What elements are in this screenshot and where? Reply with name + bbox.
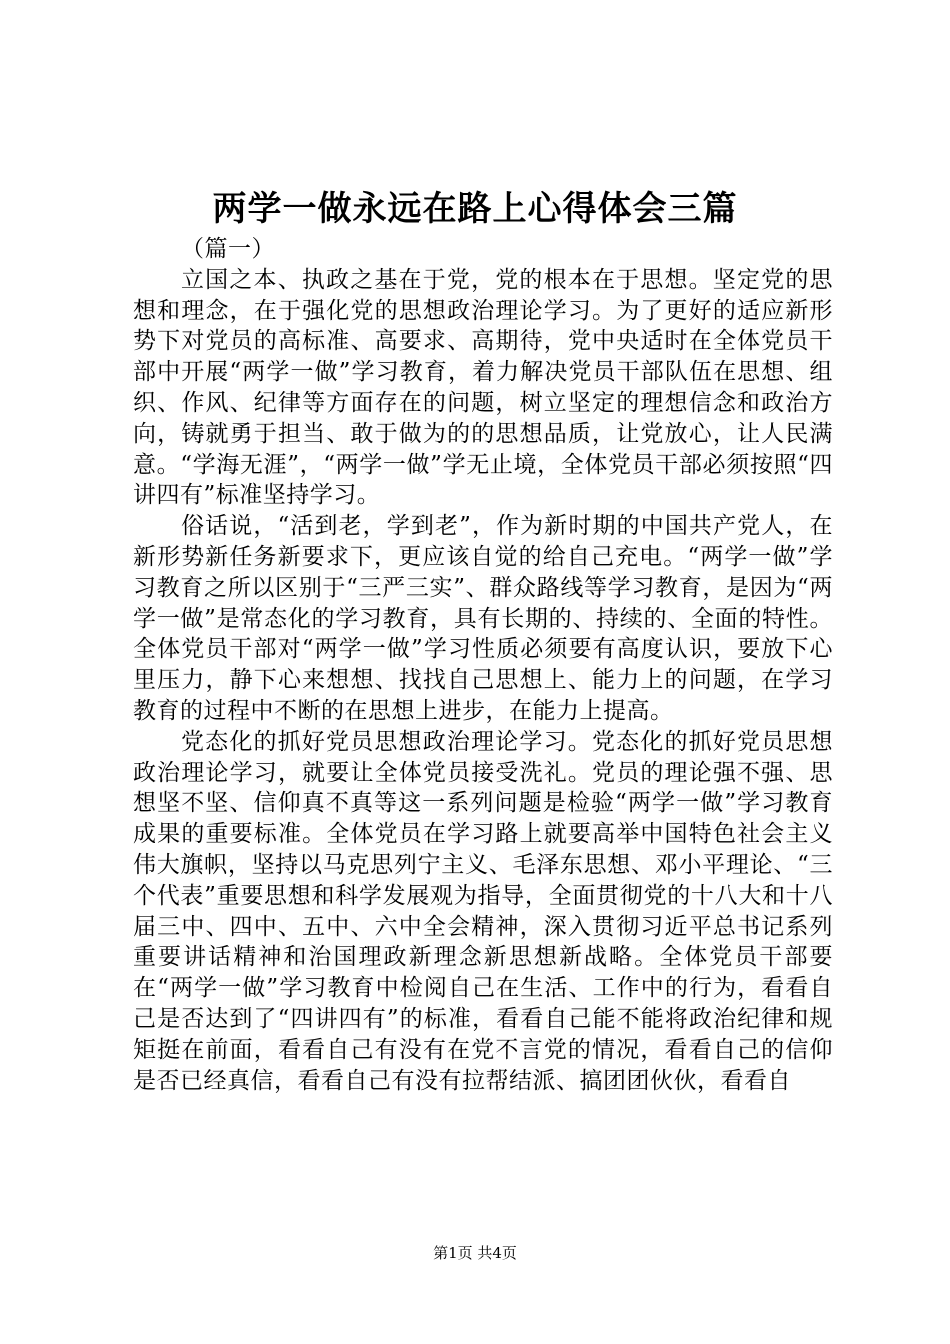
- document-title: 两学一做永远在路上心得体会三篇: [212, 189, 738, 229]
- section-label: （篇一）: [181, 236, 275, 262]
- paragraph-3: 党态化的抓好党员思想政治理论学习。党态化的抓好党员思想政治理论学习，就要让全体党员接受洗礼。党员的理论强不强、思想坚不坚、信仰真不真等这一系列问题是检验“两学一做”学习教育成果的重要标准。全体党员在学习路上就要高举中国特色社会主义伟大旗帜，坚持以马克思列宁主义、毛泽东思想、邓小平理论、“三个代表”重要思想和科学发展观为指导，全面贯彻党的十八大和十八届三中、四中、五中、六中全会精神，深入贯彻习近平总书记系列重要讲话精神和治国理政新理念新思想新战略。全体党员干部要在“两学一做”学习教育中检阅自己在生活、工作中的行为，看看自己是否达到了“四讲四有”的标准，看看自己能不能将政治纪律和规矩挺在前面，看看自己有没有在党不言党的情况，看看自己的信仰是否已经真信，看看自己有没有拉帮结派、搞团团伙伙，看看自: [133, 728, 833, 1094]
- paragraph-1: 立国之本、执政之基在于党，党的根本在于思想。坚定党的思想和理念，在于强化党的思想政治理论学习。为了更好的适应新形势下对党员的高标准、高要求、高期待，党中央适时在全体党员干部中开展“两学一做”学习教育，着力解决党员干部队伍在思想、组织、作风、纪律等方面存在的问题，树立坚定的理想信念和政治方向，铸就勇于担当、敢于做为的的思想品质，让党放心，让人民满意。“学海无涯”，“两学一做”学无止境，全体党员干部必须按照“四讲四有”标准坚持学习。: [133, 266, 833, 509]
- page-footer: 第1页 共4页: [433, 1244, 517, 1262]
- document-body: [133, 234, 833, 1096]
- paragraph-2: 俗话说，“活到老，学到老”，作为新时期的中国共产党人，在新形势新任务新要求下，更应该自觉的给自己充电。“两学一做”学习教育之所以区别于“三严三实”、群众路线等学习教育，是因为“两学一做”是常态化的学习教育，具有长期的、持续的、全面的特性。全体党员干部对“两学一做”学习性质必须要有高度认识，要放下心里压力，静下心来想想、找找自己思想上、能力上的问题，在学习教育的过程中不断的在思想上进步，在能力上提高。: [133, 513, 833, 724]
